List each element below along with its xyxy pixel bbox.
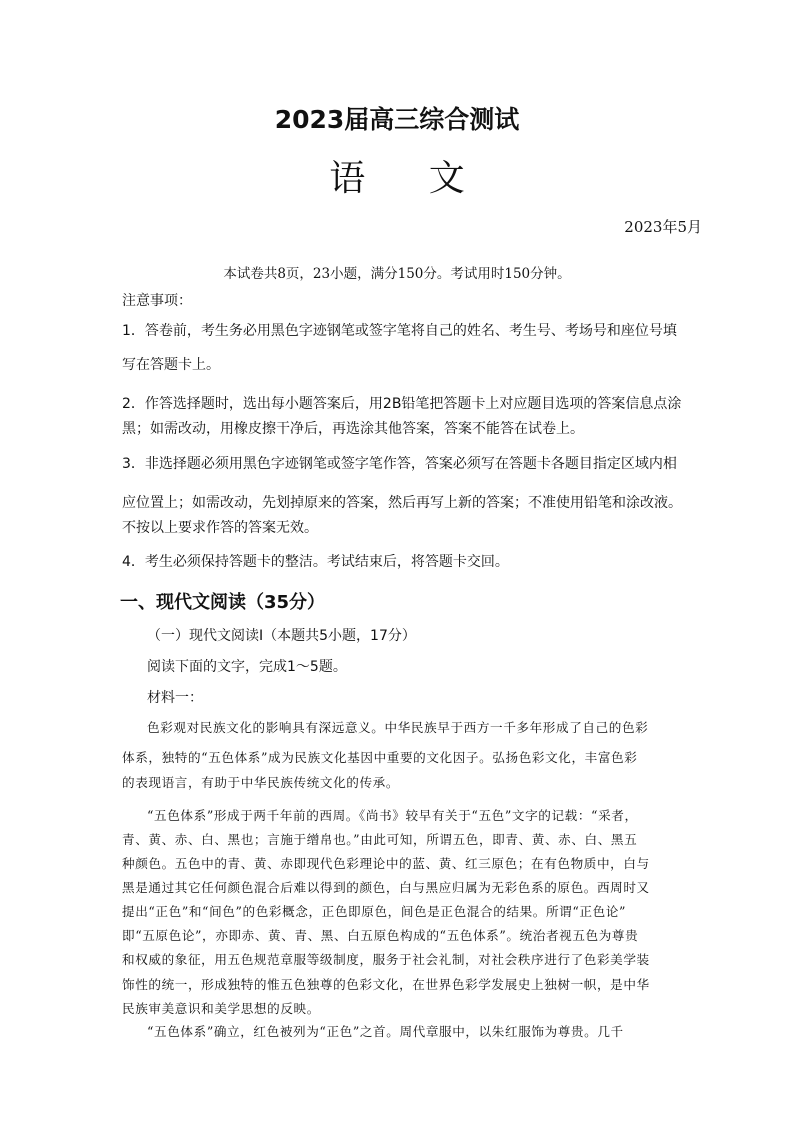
notice-rule-3-end: 不按以上要求作答的答案无效。 xyxy=(122,520,318,536)
passage-line: 饰性的统一，形成独特的惟五色独尊的色彩文化，在世界色彩学发展史上独树一帜，是中华 xyxy=(122,977,650,992)
passage-line: 色彩观对民族文化的影响具有深远意义。中华民族早于西方一千多年形成了自己的色彩 xyxy=(147,720,649,735)
notice-heading: 注意事项： xyxy=(122,293,192,309)
notice-rule-3-continued: 应位置上；如需改动，先划掉原来的答案，然后再写上新的答案；不准使用铅笔和涂改液。 xyxy=(122,495,682,511)
notice-rule-3: 3．非选择题必须用黑色字迹钢笔或签字笔作答，答案必须写在答题卡各题目指定区域内相 xyxy=(122,456,677,472)
passage-line: 的表现语言，有助于中华民族传统文化的传承。 xyxy=(122,775,400,790)
passage-line: 和权威的象征，用五色规范章服等级制度，服务于社会礼制，对社会秩序进行了色彩美学装 xyxy=(122,952,650,967)
passage-line: “五色体系”确立，红色被列为“正色”之首。周代章服中，以朱红服饰为尊贵。几千 xyxy=(147,1024,624,1039)
passage-line: 体系，独特的“五色体系”成为民族文化基因中重要的文化因子。弘扬色彩文化，丰富色彩 xyxy=(122,750,638,765)
passage-line: “五色体系”形成于两千年前的西周。《尚书》较早有关于“五色”文字的记载：“采者， xyxy=(147,808,638,823)
notice-rule-1: 1．答卷前，考生务必用黑色字迹钢笔或签字笔将自己的姓名、考生号、考场号和座位号填 xyxy=(122,323,677,339)
notice-rule-4: 4．考生必须保持答题卡的整洁。考试结束后，将答题卡交回。 xyxy=(122,554,509,570)
notice-rule-2-continued: 黑；如需改动，用橡皮擦干净后，再选涂其他答案，答案不能答在试卷上。 xyxy=(122,421,584,437)
notice-rule-1-continued: 写在答题卡上。 xyxy=(122,357,220,373)
passage-line: 种颜色。五色中的青、黄、赤即现代色彩理论中的蓝、黄、红三原色；在有色物质中，白与 xyxy=(122,856,650,871)
exam-date: 2023年5月 xyxy=(624,218,702,236)
subject-title: 语 文 xyxy=(329,158,491,199)
subsection-heading: （一）现代文阅读Ⅰ（本题共5小题，17分） xyxy=(147,628,416,644)
passage-line: 民族审美意识和美学思想的反映。 xyxy=(122,1001,320,1016)
material-label: 材料一： xyxy=(147,690,203,706)
notice-rule-2: 2．作答选择题时，选出每小题答案后，用2B铅笔把答题卡上对应题目选项的答案信息点涂 xyxy=(122,396,682,412)
passage-line: 青、黄、赤、白、黑也；言施于缯帛也。”由此可知，所谓五色，即青、黄、赤、白、黑五 xyxy=(122,832,638,847)
passage-line: 黑是通过其它任何颜色混合后难以得到的颜色，白与黑应归属为无彩色系的原色。西周时又 xyxy=(122,880,650,895)
exam-title: 2023届高三综合测试 xyxy=(274,105,520,134)
paper-info: 本试卷共8页，23小题，满分150分。考试用时150分钟。 xyxy=(223,266,571,282)
section-heading: 一、现代文阅读（35分） xyxy=(120,592,326,613)
passage-line: 提出“正色”和“间色”的色彩概念，正色即原色，间色是正色混合的结果。所谓“正色论” xyxy=(122,904,627,919)
passage-line: 即“五原色论”，亦即赤、黄、青、黑、白五原色构成的“五色体系”。统治者视五色为尊贵 xyxy=(122,928,639,943)
reading-instruction: 阅读下面的文字，完成1～5题。 xyxy=(147,659,347,675)
